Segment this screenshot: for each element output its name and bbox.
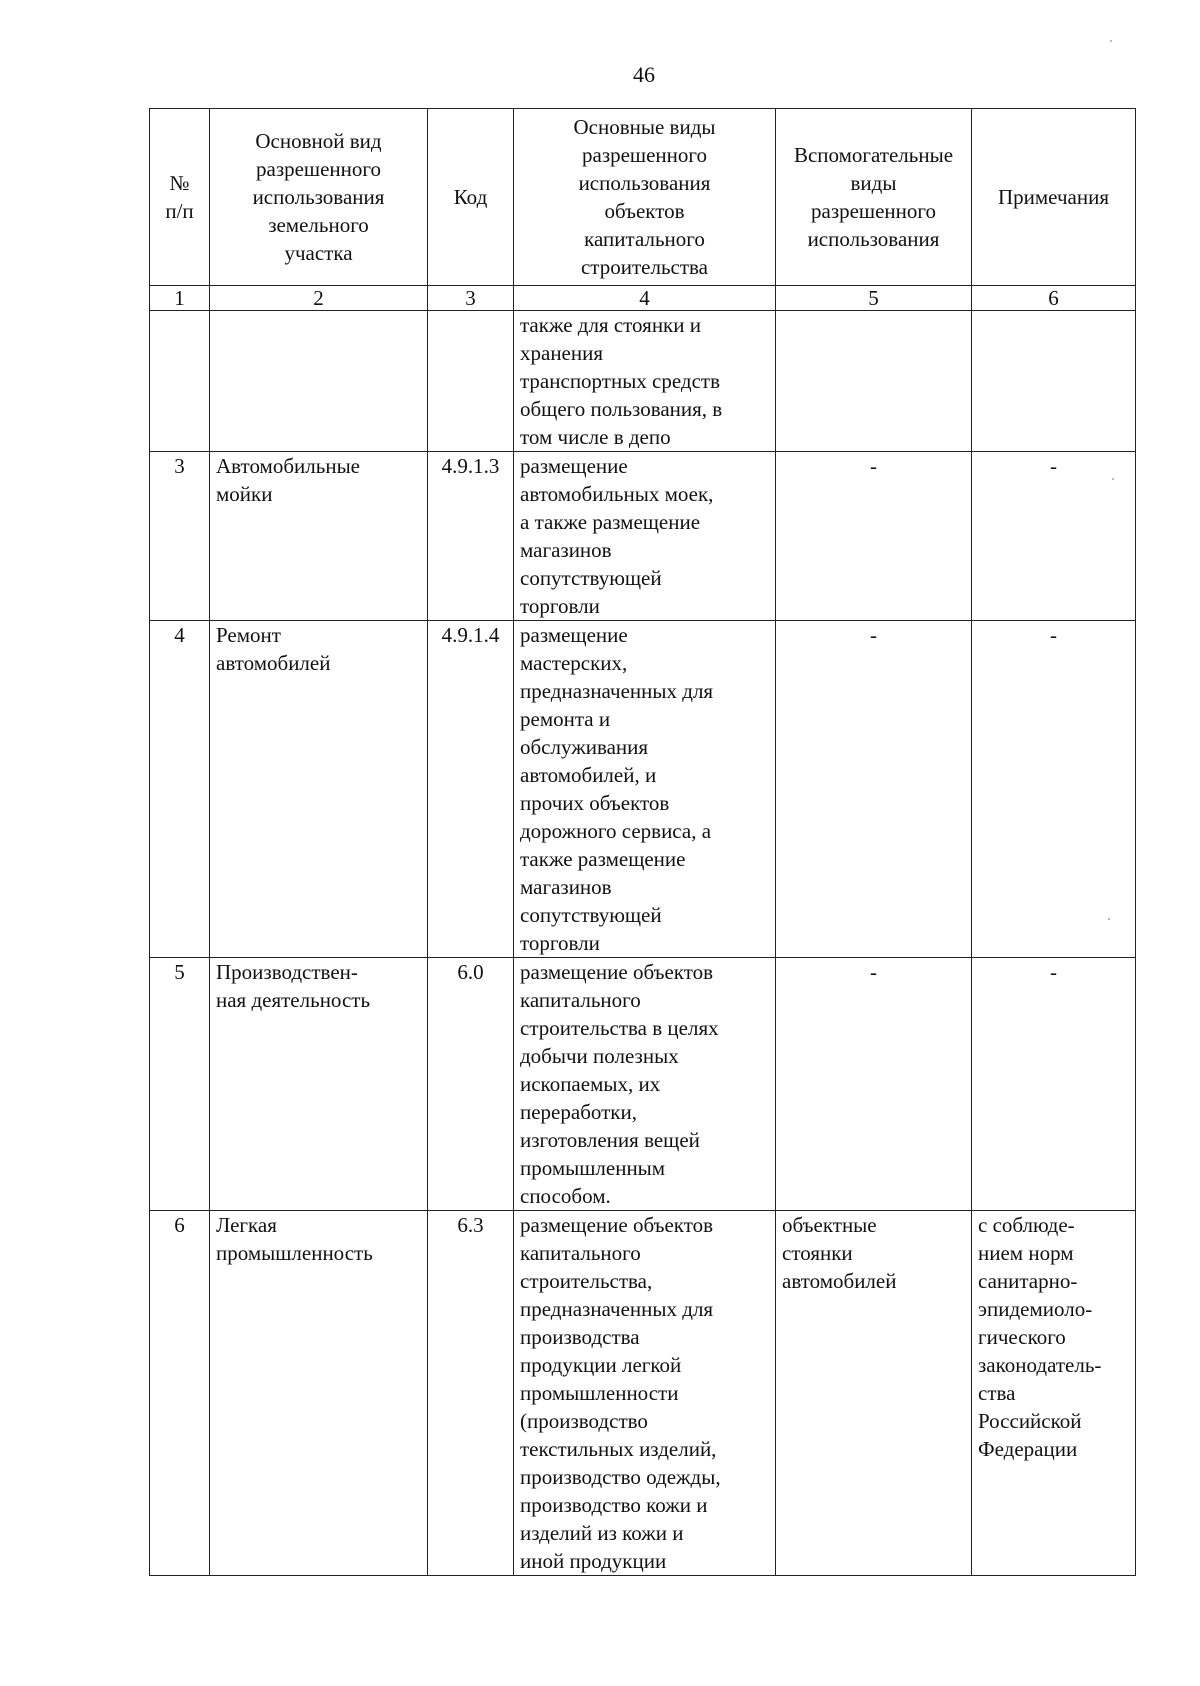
column-number: 2: [210, 286, 428, 311]
row-auxiliary: -: [776, 452, 972, 621]
header-notes: Примечания: [972, 109, 1136, 286]
row-auxiliary: объектные стоянки автомобилей: [776, 1211, 972, 1576]
table-row: [150, 621, 1136, 958]
scan-speck: [1110, 40, 1112, 42]
header-main-objects: Основные виды разрешенного использования объектов капитального строительства: [514, 109, 776, 286]
row-code: 4.9.1.4: [428, 621, 514, 958]
header-code: Код: [428, 109, 514, 286]
row-num: 3: [150, 452, 210, 621]
row-main-use: Производствен- ная деятельность: [210, 958, 428, 1211]
row-main-use: [210, 311, 428, 452]
row-code: 4.9.1.3: [428, 452, 514, 621]
row-main-use: Ремонт автомобилей: [210, 621, 428, 958]
row-num: 4: [150, 621, 210, 958]
row-auxiliary: -: [776, 621, 972, 958]
row-main-objects: размещение мастерских, предназначенных для ремонта и обслуживания автомобилей, и прочих объектов дорожного сервиса, а также размещение магазинов сопутствующей торговли: [514, 621, 776, 958]
row-main-objects: также для стоянки и хранения транспортных средств общего пользования, в том числе в депо: [514, 311, 776, 452]
row-notes: -: [972, 958, 1136, 1211]
scan-speck: [1112, 478, 1114, 480]
row-notes: -: [972, 452, 1136, 621]
row-auxiliary: -: [776, 958, 972, 1211]
column-number: 4: [514, 286, 776, 311]
row-notes: [972, 311, 1136, 452]
table-row: [150, 311, 1136, 452]
table-row: [150, 1211, 1136, 1576]
row-notes: с соблюде- нием норм санитарно- эпидемиоло- гического законодатель- ства Российской Федерации: [972, 1211, 1136, 1576]
row-main-objects: размещение автомобильных моек, а также размещение магазинов сопутствующей торговли: [514, 452, 776, 621]
row-main-use: Автомобильные мойки: [210, 452, 428, 621]
column-number: 5: [776, 286, 972, 311]
header-num: № п/п: [150, 109, 210, 286]
page-number: 46: [633, 62, 655, 87]
row-code: 6.0: [428, 958, 514, 1211]
row-code: 6.3: [428, 1211, 514, 1576]
row-main-objects: размещение объектов капитального строительства, предназначенных для производства продукции легкой промышленности (производство текстильных изделий, производство одежды, производство кожи и изделий из кожи и иной продукции: [514, 1211, 776, 1576]
row-code: [428, 311, 514, 452]
land-use-table: [149, 108, 1136, 1576]
header-main-use: Основной вид разрешенного использования земельного участка: [210, 109, 428, 286]
row-main-objects: размещение объектов капитального строительства в целях добычи полезных ископаемых, их переработки, изготовления вещей промышленным способом.: [514, 958, 776, 1211]
column-number: 3: [428, 286, 514, 311]
table-row: [150, 958, 1136, 1211]
header-auxiliary: Вспомогательные виды разрешенного использования: [776, 109, 972, 286]
column-number: 6: [972, 286, 1136, 311]
column-number-row: [150, 286, 1136, 311]
scan-speck: [1108, 918, 1110, 920]
row-num: [150, 311, 210, 452]
table-row: [150, 452, 1136, 621]
row-num: 5: [150, 958, 210, 1211]
row-main-use: Легкая промышленность: [210, 1211, 428, 1576]
table-header-row: [150, 109, 1136, 286]
row-auxiliary: [776, 311, 972, 452]
row-num: 6: [150, 1211, 210, 1576]
row-notes: -: [972, 621, 1136, 958]
column-number: 1: [150, 286, 210, 311]
